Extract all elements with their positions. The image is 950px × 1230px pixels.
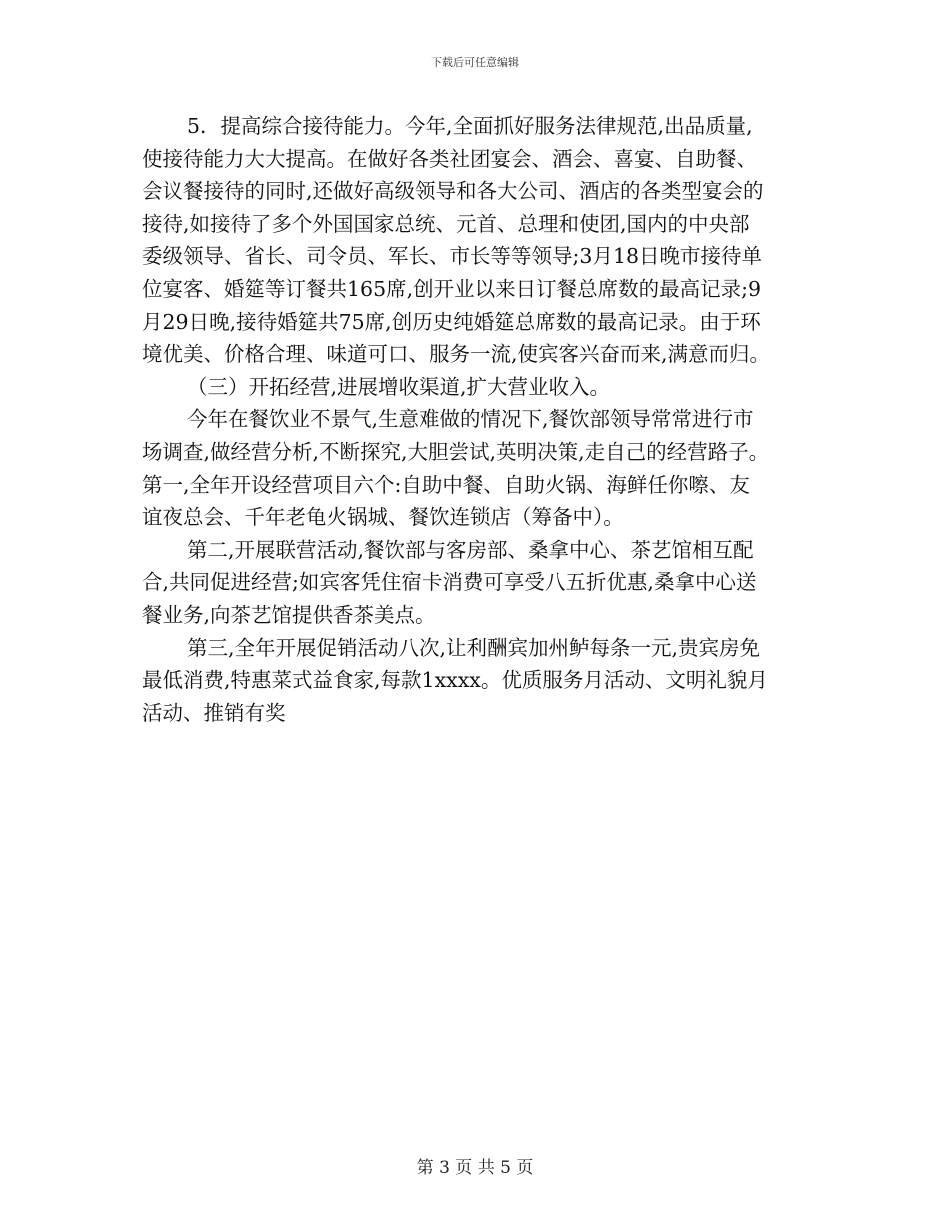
body-line: 活动、推销有奖	[142, 700, 286, 725]
body-line: 月29日晚,接待婚筵共75席,创历史纯婚筵总席数的最高记录。由于环	[142, 309, 761, 334]
page-number-footer: 第 3 页 共 5 页	[416, 1158, 534, 1178]
body-line: 委级领导、省长、司令员、军长、市长等等领导;3月18日晚市接待单	[142, 244, 763, 269]
body-line: 餐业务,向茶艺馆提供香茶美点。	[142, 602, 436, 627]
body-line: 第三,全年开展促销活动八次,让利酬宾加州鲈每条一元,贵宾房免	[187, 635, 761, 660]
body-line: 最低消费,特惠菜式益食家,每款1xxxx。优质服务月活动、文明礼貌月	[142, 668, 768, 693]
body-line: 境优美、价格合理、味道可口、服务一流,使宾客兴奋而来,满意而归。	[142, 342, 771, 367]
body-line: 接待,如接待了多个外国国家总统、元首、总理和使团,国内的中央部	[142, 211, 750, 236]
body-line: 今年在餐饮业不景气,生意难做的情况下,餐饮部领导常常进行市	[187, 407, 754, 432]
body-line: 场调查,做经营分析,不断探究,大胆尝试,英明决策,走自己的经营路子。	[142, 439, 770, 464]
body-line: 谊夜总会、千年老龟火锅城、餐饮连锁店（筹备中）。	[142, 505, 624, 530]
section-heading: （三）开拓经营,进展增收渠道,扩大营业收入。	[187, 374, 611, 399]
body-line: 位宴客、婚筵等订餐共165席,创开业以来日订餐总席数的最高记录;9	[142, 276, 762, 301]
body-line: 第一,全年开设经营项目六个:自助中餐、自助火锅、海鲜任你嚓、友	[142, 472, 750, 497]
body-line: 5．提高综合接待能力。今年,全面抓好服务法律规范,出品质量,	[187, 114, 753, 138]
page-header-note: 下载后可任意编辑	[431, 56, 519, 69]
body-line: 会议餐接待的同时,还做好高级领导和各大公司、酒店的各类型宴会的	[142, 179, 764, 204]
body-line: 第二,开展联营活动,餐饮部与客房部、桑拿中心、茶艺馆相互配	[187, 537, 754, 562]
body-line: 使接待能力大大提高。在做好各类社团宴会、酒会、喜宴、自助餐、	[142, 146, 757, 171]
document-body	[142, 110, 818, 729]
body-line: 合,共同促进经营;如宾客凭住宿卡消费可享受八五折优惠,桑拿中心送	[142, 570, 757, 595]
